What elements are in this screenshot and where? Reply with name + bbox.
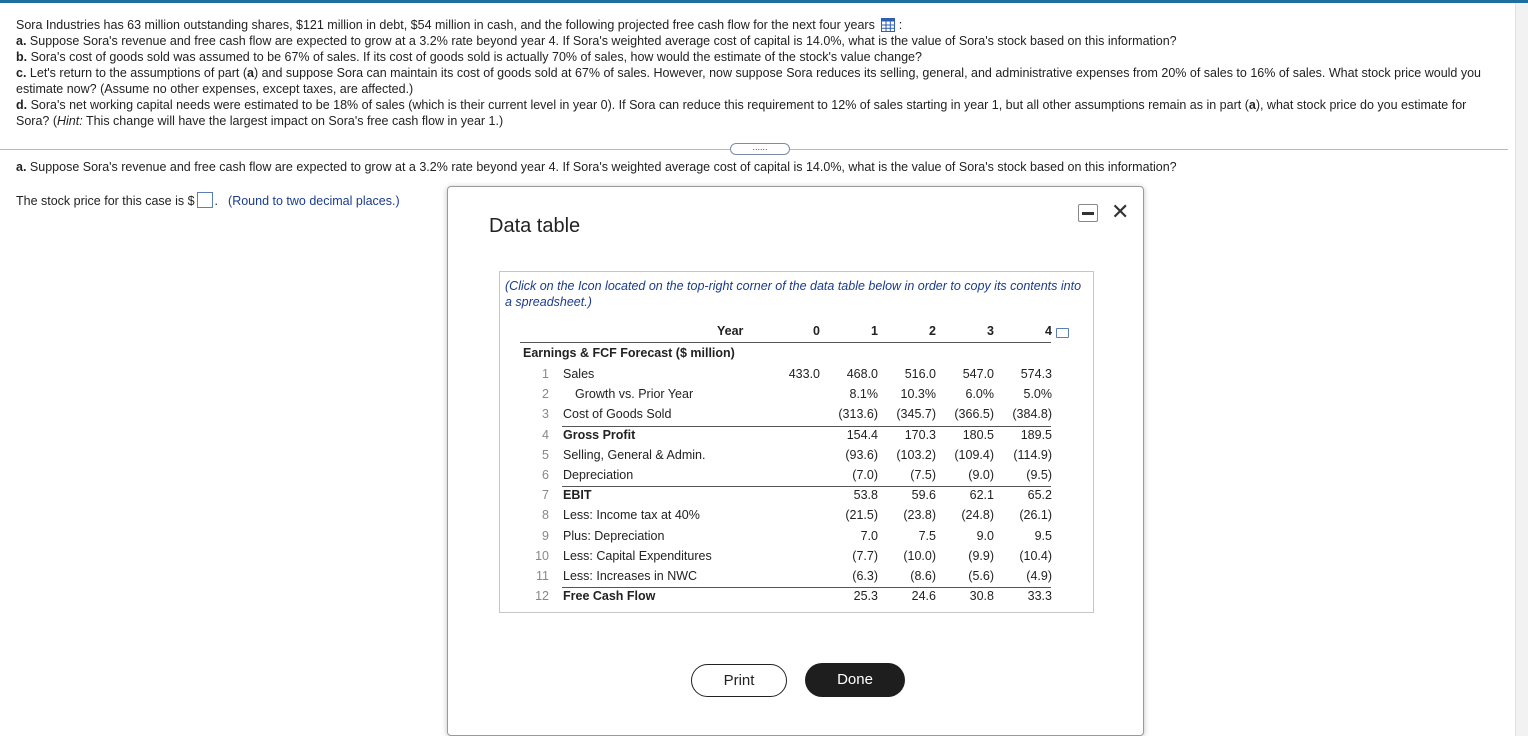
- table-cell: (8.6): [910, 569, 936, 583]
- minimize-icon[interactable]: [1078, 204, 1098, 222]
- question-text: [16, 17, 1491, 129]
- part-d-letter: d.: [16, 98, 28, 112]
- answer-input[interactable]: [197, 192, 213, 208]
- data-table-frame: [499, 271, 1094, 613]
- table-cell: (366.5): [954, 407, 994, 422]
- current-question: [16, 160, 1177, 174]
- table-cell: (21.5): [845, 508, 878, 523]
- table-cell: (9.5): [1026, 468, 1052, 482]
- table-cell: (7.5): [910, 468, 936, 482]
- row-number: 12: [535, 589, 549, 604]
- row-label: Sales: [563, 367, 595, 381]
- part-b-text: Sora's cost of goods sold was assumed to be 67% of sales. If its cost of goods sold is actually 70% of sales, how would the estimate of the stock's value change?: [30, 50, 922, 64]
- top-accent-bar: [0, 0, 1528, 3]
- row-label: Growth vs. Prior Year: [575, 387, 694, 402]
- table-cell: 65.2: [1027, 488, 1052, 503]
- dialog-title: Data table: [489, 215, 581, 237]
- table-cell: 30.8: [969, 589, 994, 604]
- table-cell: 62.1: [969, 488, 994, 503]
- part-a-text: Suppose Sora's revenue and free cash flow are expected to grow at a 3.2% rate beyond year 4. If Sora's weighted average cost of capital is 14.0%, what is the value of Sora's stock based on this information?: [29, 34, 1177, 48]
- table-cell: 6.0%: [965, 387, 994, 402]
- row-number: 6: [542, 468, 549, 482]
- year-header-4: 4: [1045, 324, 1052, 338]
- row-number: 1: [542, 367, 549, 381]
- part-a: [16, 33, 1491, 49]
- row-number: 2: [542, 387, 549, 402]
- table-cell: 33.3: [1027, 589, 1052, 604]
- table-cell: 59.6: [911, 488, 936, 503]
- part-c: [16, 65, 1491, 97]
- subtotal-rule: [562, 486, 1051, 487]
- year-header-3: 3: [987, 324, 994, 338]
- done-button[interactable]: Done: [805, 663, 905, 697]
- answer-prefix: The stock price for this case is $: [16, 194, 195, 208]
- part-d: [16, 97, 1491, 129]
- table-cell: (313.6): [838, 407, 878, 422]
- print-button[interactable]: Print: [691, 664, 787, 697]
- part-d-ref: a: [1248, 98, 1256, 112]
- subtotal-rule: [562, 426, 1051, 427]
- part-d-hint-label: Hint:: [57, 114, 83, 128]
- intro-paragraph: [16, 17, 1491, 33]
- table-cell: 170.3: [904, 427, 936, 442]
- table-cell: 7.0: [860, 528, 878, 543]
- row-label: Cost of Goods Sold: [563, 407, 672, 422]
- row-label: Gross Profit: [563, 427, 636, 442]
- part-c-text-before: Let's return to the assumptions of part (: [29, 66, 247, 80]
- table-cell: (7.0): [852, 468, 878, 482]
- part-d-text-before: Sora's net working capital needs were estimated to be 18% of sales (which is their current level in year 0). If Sora can reduce this requirement to 12% of sales starting in year 1, but all other assumptions remain as in part (: [30, 98, 1249, 112]
- part-b-letter: b.: [16, 50, 28, 64]
- intro-text: Sora Industries has 63 million outstanding shares, $121 million in debt, $54 million in cash, and the following projected free cash flow for the next four years: [16, 18, 875, 32]
- table-cell: 433.0: [788, 367, 820, 381]
- row-number: 11: [536, 569, 549, 583]
- row-label: Less: Increases in NWC: [563, 569, 698, 583]
- part-a-letter: a.: [16, 34, 27, 48]
- row-number: 3: [542, 407, 549, 422]
- table-cell: 547.0: [962, 367, 994, 381]
- year-header-label: Year: [717, 324, 744, 338]
- header-underline: [520, 342, 1051, 343]
- table-cell: 25.3: [853, 589, 878, 604]
- current-question-letter: a.: [16, 160, 27, 174]
- table-cell: 154.4: [846, 427, 878, 442]
- part-c-ref: a: [247, 66, 254, 80]
- table-cell: 53.8: [853, 488, 878, 503]
- table-cell: 468.0: [846, 367, 878, 381]
- copy-instructions: (Click on the Icon located on the top-right corner of the data table below in order to copy its contents into a spreadsheet.): [505, 279, 1082, 309]
- table-cell: (4.9): [1026, 569, 1052, 583]
- table-cell: 9.0: [976, 528, 994, 543]
- part-d-hint-text: This change will have the largest impact on Sora's free cash flow in year 1.): [82, 114, 504, 128]
- table-cell: (93.6): [845, 447, 878, 462]
- table-cell: (9.0): [968, 468, 994, 482]
- row-number: 4: [542, 427, 549, 442]
- row-number: 10: [535, 548, 549, 563]
- table-cell: (103.2): [896, 447, 936, 462]
- table-cell: 180.5: [962, 427, 994, 442]
- part-b: [16, 49, 1491, 65]
- table-cell: (109.4): [954, 447, 994, 462]
- table-cell: 574.3: [1020, 367, 1052, 381]
- row-label: Plus: Depreciation: [563, 528, 665, 543]
- part-c-text-after: ) and suppose Sora can maintain its cost of goods sold at 67% of sales. However, now suppose Sora reduces its selling, general, and administrative expenses from 20% of sales to 16% of sales. What stock price would you estimate now? (Assume no other expenses, except taxes, are affected.): [16, 66, 1481, 96]
- data-table-dialog: [447, 186, 1144, 736]
- year-header-1: 1: [871, 324, 878, 338]
- row-number: 5: [542, 447, 549, 462]
- table-cell: (114.9): [1013, 447, 1052, 462]
- section-title: Earnings & FCF Forecast ($ million): [523, 346, 735, 360]
- expand-question-button[interactable]: ......: [730, 143, 790, 155]
- table-cell: 5.0%: [1023, 387, 1052, 402]
- copy-to-spreadsheet-icon[interactable]: [1056, 328, 1069, 338]
- year-header-2: 2: [929, 324, 936, 338]
- part-c-letter: c.: [16, 66, 27, 80]
- row-label: Less: Income tax at 40%: [563, 508, 700, 523]
- current-question-text: Suppose Sora's revenue and free cash flow are expected to grow at a 3.2% rate beyond year 4. If Sora's weighted average cost of capital is 14.0%, what is the value of Sora's stock based on this information?: [29, 160, 1177, 174]
- row-label: EBIT: [563, 488, 592, 503]
- subtotal-rule: [562, 587, 1051, 588]
- table-cell: (384.8): [1012, 407, 1052, 422]
- page-scrollbar[interactable]: [1515, 3, 1528, 736]
- table-cell: 24.6: [911, 589, 936, 604]
- close-icon[interactable]: ✕: [1111, 199, 1130, 224]
- answer-line: [16, 192, 400, 208]
- table-cell: 8.1%: [849, 387, 878, 402]
- table-cell: (7.7): [852, 548, 878, 563]
- intro-colon: :: [898, 18, 903, 32]
- table-cell: (26.1): [1019, 508, 1052, 523]
- table-cell: (345.7): [896, 407, 936, 422]
- table-cell: 516.0: [904, 367, 936, 381]
- table-cell: (6.3): [852, 569, 878, 583]
- table-cell: (9.9): [968, 548, 994, 563]
- row-number: 8: [542, 508, 549, 523]
- row-label: Depreciation: [563, 468, 634, 482]
- row-label: Free Cash Flow: [563, 589, 656, 604]
- spreadsheet-grid-icon[interactable]: [881, 18, 895, 32]
- table-cell: 10.3%: [900, 387, 936, 402]
- year-header-0: 0: [813, 324, 820, 338]
- table-cell: (23.8): [903, 508, 936, 523]
- table-cell: 189.5: [1020, 427, 1052, 442]
- row-label: Less: Capital Expenditures: [563, 548, 712, 563]
- answer-suffix: .: [214, 194, 219, 208]
- table-cell: (10.0): [903, 548, 936, 563]
- table-cell: (24.8): [961, 508, 994, 523]
- part-d-text-after: ), what stock price do you estimate for Sora? (: [16, 98, 1467, 128]
- table-cell: 7.5: [918, 528, 936, 543]
- row-label: Selling, General & Admin.: [563, 447, 706, 462]
- table-cell: 9.5: [1034, 528, 1052, 543]
- row-number: 7: [542, 488, 549, 503]
- row-number: 9: [542, 528, 549, 543]
- round-hint: (Round to two decimal places.): [228, 194, 400, 208]
- table-cell: (10.4): [1019, 548, 1052, 563]
- table-cell: (5.6): [968, 569, 994, 583]
